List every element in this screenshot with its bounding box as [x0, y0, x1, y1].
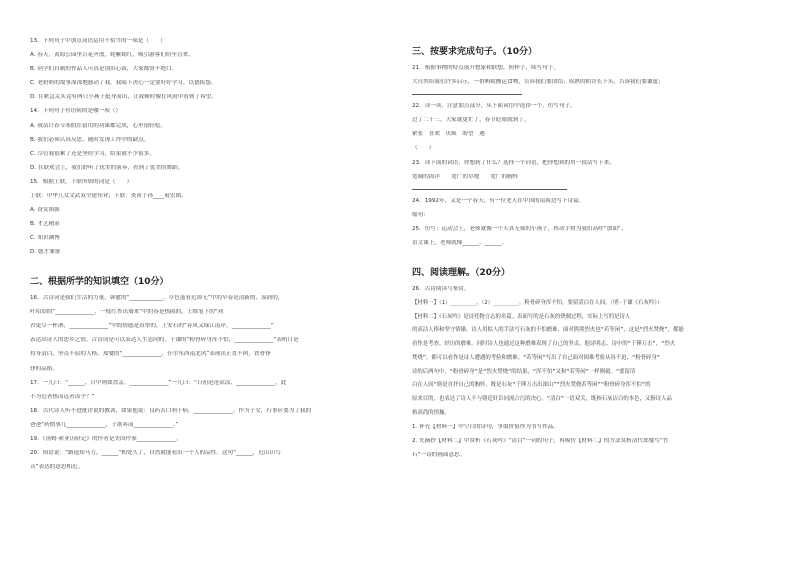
q22-word-choices: 紧张 喜欢 厌烦 盼望 遇	[412, 131, 485, 138]
material-2-line-6: 白在人间”则是直抒自己的胸怀，既是石灰“千锤万击出深山”“烈火焚烧若等闲”“粉骨碎身浑不怕”的	[412, 382, 651, 389]
question-16-line-6: 铮的品格。	[30, 365, 58, 372]
left-column	[30, 38, 380, 478]
q23-answer-line	[412, 188, 567, 190]
q21-example: 大自然给我们许多启示，一群蚂蚁搬运食物，告诉我们要团结；成熟的稻谷长下头，告诉我们要谦虚；	[412, 79, 664, 86]
q22-answer-blank: （ ）	[412, 145, 435, 152]
question-16-line-1: 16．古诗词是我们生活的力量，韩愈的“____________，草色遥看近却无”中的早春是清新的、湿润的，	[30, 295, 284, 302]
q15-option-c: C. 知识渊博	[30, 235, 60, 242]
question-23: 23．读下面的词语，你想到了什么？选择一个词语，把你想到的用一段话写下来。	[412, 159, 615, 166]
question-18-line-2: 爸爸“药惯事儿______________，子欲养而______________。”	[30, 421, 179, 428]
q13-option-b: B. 同学们自制的作品人可真是别出心裁，大家都赞不绝口。	[30, 66, 178, 73]
question-25: 25．仿写：运动会上，老师就像一个天真无邪的小孩子，挥动手臂为我们高呼“加油”。	[412, 225, 627, 232]
question-16-line-5: 持身清白，坚贞不屈的人格，郑燮的“______________，任尔东西南北风”表现出正直不阿，铁骨铮	[30, 351, 271, 358]
material-2-line-8: 格高尚的情操。	[412, 409, 450, 416]
material-2-line-1: 【材料二】《石灰吟》是诗托物言志的名篇。表面写的是石灰的烧制过程，实际上写的是诗人	[412, 313, 631, 320]
question-14: 14．下列句子有语病的是哪一项（）	[30, 108, 122, 115]
question-19: 19．《汤姆·索亚历险记》的作者是美国作家______________。	[30, 436, 182, 443]
question-16-line-2: 叶绍翁的“______________，一枝红杏出墙来”中的春是热闹的。王维笔下的“劝	[30, 309, 224, 316]
q15-prompt: 上联：中华儿女文武双全建伟业；下联：炎黄子孙____展宏图。	[30, 193, 187, 200]
q14-option-c: C. 尽管我很累了还是坚持学习，结果就不少很多。	[30, 150, 155, 157]
question-15: 15．根据上联，下联所填的词是（ ）	[30, 178, 133, 185]
q24-shorten-label: 缩句：	[412, 211, 429, 218]
material-2-line-3: 看作是考查、经历的磨难。同时诗人也通过这种磨难表现了自己的坚贞，他诗明志，诗中的“千锤万击”，“烈火	[412, 341, 676, 348]
q13-option-d: D. 在紧急关头竟有两只小燕子挺身而出，让我顿时像在风雨中看到了希望。	[30, 94, 217, 101]
question-22: 22．读一读，注意加点部分，从下面词语中选择一个，仿写句子。	[412, 103, 576, 110]
material-1: 【材料一】（1）________，（2）________。粉骨碎身浑不怕，要留清白在人间。（明·于谦《石灰吟》）	[412, 299, 663, 306]
q23-word-choices: 宽阔的海洋 宽广的草地 宽广的胸怀	[412, 173, 519, 180]
question-16-line-4: 表达出诗人的思乡之情。古诗词是可以表达人生志向的，于谦的“粉骨碎身浑不怕，______________”表明日是	[30, 337, 299, 344]
section-4-heading: 四、阅读理解。（20分）	[412, 267, 511, 278]
q13-option-c: C. 老奶奶的故事深深地感动了我，我暗下决心一定要好好学习、以德报怨。	[30, 80, 217, 87]
q15-option-b: B. 才艺精湛	[30, 221, 60, 228]
reading-question-2-line-1: 2. 先摘抄【材料二】中赏析《石灰吟》“清白”一词的句子，再模仿【材料二】的方法赏析清代郑燮写“竹	[412, 437, 669, 444]
question-20-line-1: 20．俗语说：“路遥知马力，______”相处久了，自然就能看出一个人的品性。这句“______，近山识鸟	[30, 450, 281, 457]
question-18-line-1: 18．古代诗人听不进批评说的教训，如果他说：良药苦口利于病，______________。作为子女，行事应要为了我的	[30, 407, 312, 414]
question-21: 21．根据事物的特点展开想象和联想，照样子，续写句子。	[412, 65, 559, 71]
reading-question-1: 1. 补充【材料一】中空白的诗句，争取价值作为书写作品。	[412, 423, 559, 430]
question-17-line-1: 17．一儿曰：“______，日中则如盘盂。______________”一儿曰：“日初沧沧凉凉，______________，此	[30, 379, 287, 386]
question-24: 24．1992年，又是一个春天，有一位老人在中国的南海边写下诗篇。	[412, 197, 585, 204]
material-2-line-5: 诗的后两句中，“粉骨碎身”是“烈火焚烧”的结果，“浑不怕”又和“若等闲”一样刚毅。“要留清	[412, 368, 636, 375]
material-2-line-2: 的高洁人格和坚守情操。诗人用拟人的手法写石灰的不怕磨难、面对熊熊烈火也“若等闲”，这是“烈火焚烧”，都能	[412, 327, 684, 334]
q22-example: 过了二十三，大家就更忙了，春节眨眼就到了。	[412, 117, 530, 124]
material-2-line-4: 焚烧”，都可以看作是诗人遭遇的考验和磨难。“若等闲”写出了自己面对困难考验从容不迫、“粉骨碎身”	[412, 354, 661, 361]
question-17-line-2: 不为近者热而远者凉乎？”	[30, 393, 95, 400]
q14-option-a: A. 我估计春节寒假在留用的功课都完成，心里很轻松。	[30, 122, 166, 129]
q25-answer-template: 语文课上，老师就像______，______。	[412, 240, 508, 247]
question-20-line-2: 音”表达的意思相近。	[30, 464, 84, 471]
q15-option-a: A. 奋发图强	[30, 207, 60, 214]
q21-answer-line	[412, 93, 522, 95]
question-13: 13．下列句子中加点词语运用不恰当的一项是（ ）	[30, 38, 166, 44]
question-16-line-3: 君更尽一杯酒，______________”中的情感是真挚的，王安石的“春风又绿江南岸，______________”	[30, 323, 274, 330]
q14-option-b: B. 我们必须认真反思，随时发现工作中的缺点。	[30, 136, 150, 143]
right-column	[412, 38, 762, 466]
q14-option-d: D. 在联欢会上，我们聆听了优美的演奏，看到了优美的舞蹈。	[30, 164, 184, 171]
section-2-heading: 二、根据所学的知识填空（10分）	[30, 277, 169, 288]
material-2-line-7: 原来目的，也表达了诗人不与朝廷奸臣同流合污的决心。“清白”一语双关，既指石灰洁白的本色，又指诗人品	[412, 396, 672, 403]
question-26: 26．古诗阅读与鉴赏。	[412, 285, 470, 292]
q15-option-d: D. 德才兼备	[30, 249, 61, 256]
q13-option-a: A. 春天，黄海公园里百花齐放，姹紫嫣红，吸引游客们纷至沓来。	[30, 52, 194, 59]
section-3-heading: 三、按要求完成句子。（10分）	[412, 47, 538, 57]
reading-question-2-line-2: 石”一诗的画面意思。	[412, 451, 466, 458]
